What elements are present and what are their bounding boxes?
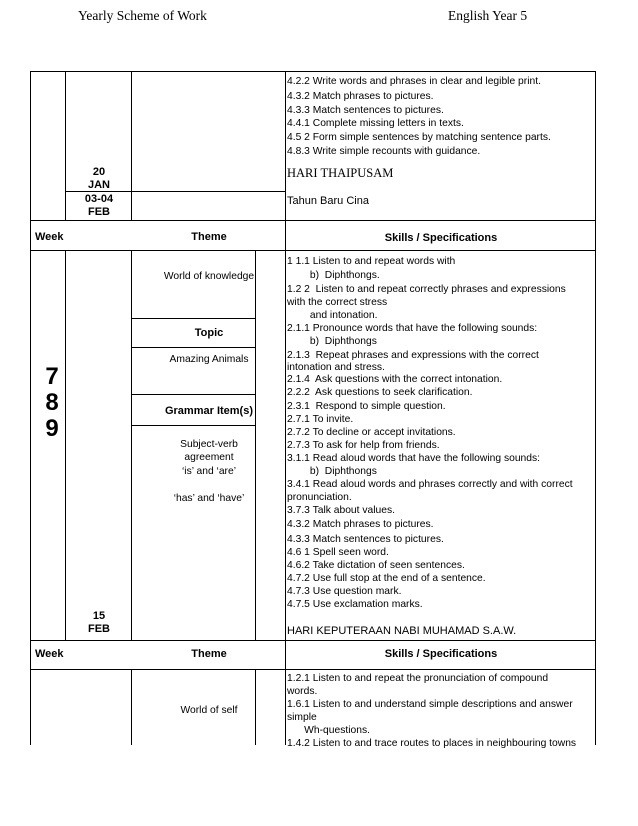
header-left: Yearly Scheme of Work [78,8,207,23]
skill-line: 2.7.1 To invite. [287,414,354,425]
skill-line: 2.7.3 To ask for help from friends. [287,440,440,451]
table-border-right [595,71,596,745]
header-skills: Skills / Specifications [384,648,498,660]
row-divider [131,394,256,395]
skill-line: 4.3.2 Match phrases to pictures. [287,91,434,102]
skill-line: 4.4.1 Complete missing letters in texts. [287,118,464,129]
skill-line: 4.7.3 Use question mark. [287,586,402,597]
skill-line: 1.2.1 Listen to and repeat the pronunciation of compound [287,673,549,684]
skill-line: 4.6 1 Spell seen word. [287,547,389,558]
table-border-top [30,71,596,72]
theme-value: World of knowledge [163,271,255,282]
header-week: Week [35,648,64,660]
skill-line: b) Diphthongs [287,336,377,347]
skill-line: 4.2.2 Write words and phrases in clear and legible print. [287,76,541,87]
skill-line: 4.8.3 Write simple recounts with guidance. [287,146,481,157]
header-week: Week [35,231,64,243]
topic-value: Amazing Animals [169,354,249,365]
skill-line: and intonation. [287,310,378,321]
skill-line: 4.3.3 Match sentences to pictures. [287,105,444,116]
table-border-left [30,71,31,745]
skill-line: 4.7.2 Use full stop at the end of a sentence. [287,573,486,584]
row-divider [131,425,256,426]
skill-line: b) Diphthongs. [287,270,380,281]
topic-label: Topic [194,327,224,339]
date-thaipusam: 20 JAN [87,166,110,192]
skill-line: pronunciation. [287,492,352,503]
skill-line: 2.1.1 Pronounce words that have the following sounds: [287,323,538,334]
row-divider [30,669,596,670]
skill-line: Wh-questions. [287,725,370,736]
skill-line: 1.6.1 Listen to and understand simple descriptions and answer [287,699,573,710]
grammar-value: Subject-verb agreement ‘is’ and ‘are’ ‘has’ and ‘have’ [173,439,245,504]
row-divider [131,347,256,348]
skill-line: 1.4.2 Listen to and trace routes to places in neighbouring towns [287,738,577,749]
grammar-label: Grammar Item(s) [164,405,254,417]
skill-line: 4.5 2 Form simple sentences by matching sentence parts. [287,132,551,143]
row-divider [131,318,256,319]
event-nabi: HARI KEPUTERAAN NABI MUHAMAD S.A.W. [287,625,517,637]
skill-line: 1 1.1 Listen to and repeat words with [287,256,456,267]
skill-line: 4.3.2 Match phrases to pictures. [287,519,434,530]
col-divider [65,250,66,640]
skill-line: simple [287,712,317,723]
row-divider [30,640,596,641]
date-cny: 03-04 FEB [84,193,114,219]
skill-line: b) Diphthongs [287,466,377,477]
skill-line: 4.6.2 Take dictation of seen sentences. [287,560,465,571]
skill-line: 4.7.5 Use exclamation marks. [287,599,423,610]
skill-line: 2.3.1 Respond to simple question. [287,401,446,412]
skill-line: 2.1.3 Repeat phrases and expressions with the correct [287,350,539,361]
skill-line: words. [287,686,318,697]
skill-line: 3.4.1 Read aloud words and phrases correctly and with correct [287,479,573,490]
event-cny: Tahun Baru Cina [287,195,369,207]
skill-line: 1.2 2 Listen to and repeat correctly phrases and expressions [287,284,566,295]
header-right: English Year 5 [448,8,528,23]
skill-line: 2.1.4 Ask questions with the correct intonation. [287,374,503,385]
week-numbers: 7 8 9 [45,363,59,442]
skill-line: with the correct stress [287,297,388,308]
skill-line: 4.3.3 Match sentences to pictures. [287,534,444,545]
date-nabi: 15 FEB [88,610,110,636]
event-thaipusam: HARI THAIPUSAM [287,166,394,180]
header-theme: Theme [191,231,227,243]
skill-line: 2.2.2 Ask questions to seek clarification. [287,387,473,398]
header-skills: Skills / Specifications [384,232,498,244]
theme-value: World of self [180,705,238,716]
skill-line: 3.7.3 Talk about values. [287,505,396,516]
header-theme: Theme [191,648,227,660]
row-divider [30,220,596,221]
skill-line: intonation and stress. [287,362,385,373]
skill-line: 2.7.2 To decline or accept invitations. [287,427,456,438]
row-divider [30,250,596,251]
skill-line: 3.1.1 Read aloud words that have the following sounds: [287,453,541,464]
